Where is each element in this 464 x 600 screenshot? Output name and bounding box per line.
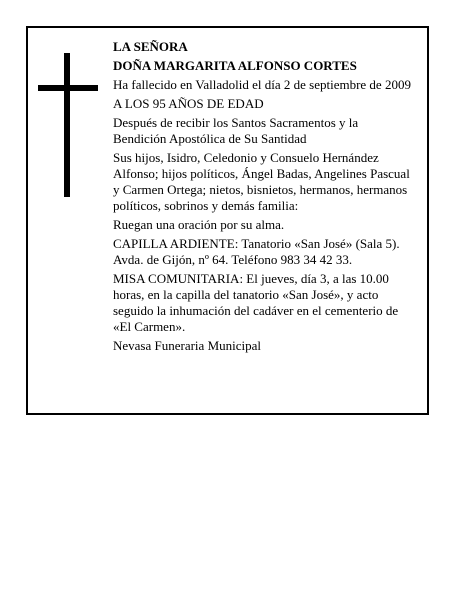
family-list: Sus hijos, Isidro, Celedonio y Consuelo Hernández Alfonso; hijos políticos, Ángel Badas, Angelines Pascual y Carmen Ortega; nietos, bisnietos, hermanos, hermanos políticos, sobrinos y demás familia: bbox=[113, 150, 410, 213]
sacraments-statement: Después de recibir los Santos Sacramentos y la Bendición Apostólica de Su Santidad bbox=[113, 115, 359, 146]
cross-horizontal-bar bbox=[38, 85, 98, 91]
chapel-details: CAPILLA ARDIENTE: Tanatorio «San José» (Sala 5). Avda. de Gijón, nº 64. Teléfono 983 34 42 33. bbox=[113, 236, 400, 267]
death-statement: Ha fallecido en Valladolid el día 2 de septiembre de 2009 bbox=[113, 77, 411, 92]
deceased-name: DOÑA MARGARITA ALFONSO CORTES bbox=[113, 58, 357, 73]
age-statement: A LOS 95 AÑOS DE EDAD bbox=[113, 96, 264, 111]
prayer-request: Ruegan una oración por su alma. bbox=[113, 217, 285, 232]
funeral-home: Nevasa Funeraria Municipal bbox=[113, 338, 262, 353]
mass-details: MISA COMUNITARIA: El jueves, día 3, a las 10.00 horas, en la capilla del tanatorio «San José», y acto seguido la inhumación del cadáver en el cementerio de «El Carmen». bbox=[113, 271, 399, 334]
latin-cross-icon bbox=[38, 53, 98, 197]
cross-vertical-bar bbox=[64, 53, 70, 197]
obituary-text bbox=[113, 39, 413, 357]
notice-title: LA SEÑORA bbox=[113, 39, 188, 54]
